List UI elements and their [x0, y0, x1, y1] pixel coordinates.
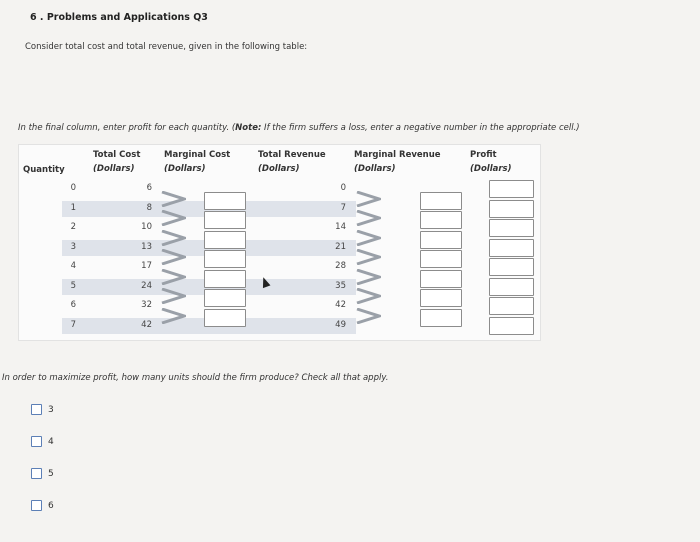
marginal-cost-input[interactable]: [204, 250, 246, 268]
option-label: 5: [48, 468, 54, 479]
total-revenue-cell: 28: [335, 261, 346, 271]
profit-input[interactable]: [489, 297, 534, 315]
header-total-revenue: [258, 148, 326, 176]
total-cost-cell: 17: [141, 261, 152, 271]
header-quantity: Quantity: [23, 165, 65, 175]
header-marginal-cost: [164, 148, 230, 176]
quantity-cell: 3: [70, 241, 76, 252]
header-total-revenue-label: Total Revenue: [258, 150, 326, 160]
option-4[interactable]: [31, 436, 54, 447]
page-title: 6 . Problems and Applications Q3: [30, 12, 208, 23]
marginal-cost-arrow-icon: [160, 249, 186, 265]
option-label: 4: [48, 436, 54, 447]
quantity-cell: 2: [70, 222, 76, 232]
marginal-revenue-input[interactable]: [420, 309, 462, 327]
marginal-cost-arrow-icon: [160, 230, 186, 246]
marginal-cost-input[interactable]: [204, 289, 246, 307]
total-cost-cell: 10: [141, 222, 152, 232]
checkbox-icon[interactable]: [31, 500, 42, 511]
marginal-revenue-input[interactable]: [420, 231, 462, 249]
marginal-cost-arrow-icon: [160, 308, 186, 324]
marginal-revenue-arrow-icon: [355, 191, 381, 207]
marginal-revenue-input[interactable]: [420, 289, 462, 307]
profit-input[interactable]: [489, 219, 534, 237]
marginal-cost-input[interactable]: [204, 270, 246, 288]
option-3[interactable]: [31, 404, 54, 415]
marginal-revenue-input[interactable]: [420, 192, 462, 210]
marginal-revenue-input[interactable]: [420, 211, 462, 229]
note-label: Note:: [235, 123, 262, 133]
total-revenue-cell: 49: [335, 319, 346, 330]
profit-input[interactable]: [489, 278, 534, 296]
question-text: [2, 373, 388, 383]
total-revenue-cell: 21: [335, 241, 346, 252]
option-5[interactable]: [31, 468, 54, 479]
profit-input[interactable]: [489, 200, 534, 218]
profit-input[interactable]: [489, 239, 534, 257]
marginal-revenue-arrow-icon: [355, 249, 381, 265]
option-6[interactable]: [31, 500, 54, 511]
total-revenue-cell: 7: [340, 202, 346, 213]
marginal-revenue-arrow-icon: [355, 288, 381, 304]
quantity-cell: 5: [70, 280, 76, 291]
total-revenue-cell: 42: [335, 300, 346, 310]
marginal-cost-arrow-icon: [160, 288, 186, 304]
header-profit-unit: (Dollars): [470, 164, 512, 174]
quantity-cell: 6: [70, 300, 76, 310]
total-revenue-cell: 0: [340, 183, 346, 193]
header-marginal-cost-label: Marginal Cost: [164, 150, 231, 160]
question-suffix: Check all that apply.: [301, 373, 389, 383]
quantity-cell: 7: [70, 319, 76, 330]
note-text: If the firm suffers a loss, enter a negative number in the appropriate cell.): [261, 123, 580, 133]
header-profit-label: Profit: [470, 150, 497, 160]
marginal-cost-arrow-icon: [160, 210, 186, 226]
marginal-revenue-arrow-icon: [355, 269, 381, 285]
profit-input[interactable]: [489, 258, 534, 276]
marginal-revenue-arrow-icon: [355, 210, 381, 226]
marginal-revenue-arrow-icon: [355, 308, 381, 324]
checkbox-icon[interactable]: [31, 404, 42, 415]
header-marginal-revenue-unit: (Dollars): [354, 164, 396, 174]
header-total-cost-label: Total Cost: [93, 150, 141, 160]
total-cost-cell: 6: [146, 183, 152, 193]
quantity-cell: 0: [70, 183, 76, 193]
total-revenue-cell: 35: [335, 280, 346, 291]
total-cost-cell: 8: [146, 202, 152, 213]
checkbox-icon[interactable]: [31, 436, 42, 447]
header-total-cost-unit: (Dollars): [93, 164, 135, 174]
instruction-lead: In the final column, enter profit for each quantity. (: [18, 123, 236, 133]
marginal-revenue-input[interactable]: [420, 250, 462, 268]
header-total-revenue-unit: (Dollars): [258, 164, 300, 174]
marginal-cost-input[interactable]: [204, 231, 246, 249]
profit-input[interactable]: [489, 180, 534, 198]
marginal-cost-arrow-icon: [160, 269, 186, 285]
header-marginal-cost-unit: (Dollars): [164, 164, 206, 174]
header-profit: [470, 148, 511, 176]
marginal-revenue-arrow-icon: [355, 230, 381, 246]
option-label: 3: [48, 404, 54, 415]
total-revenue-cell: 14: [335, 222, 346, 232]
total-cost-cell: 24: [141, 280, 152, 291]
marginal-cost-input[interactable]: [204, 309, 246, 327]
marginal-cost-input[interactable]: [204, 192, 246, 210]
question-main: In order to maximize profit, how many units should the firm produce?: [2, 373, 299, 383]
profit-input[interactable]: [489, 317, 534, 335]
marginal-cost-arrow-icon: [160, 191, 186, 207]
total-cost-cell: 32: [141, 300, 152, 310]
total-cost-cell: 13: [141, 241, 152, 252]
header-total-cost: [93, 148, 140, 176]
marginal-cost-input[interactable]: [204, 211, 246, 229]
header-marginal-revenue: [354, 148, 441, 176]
instruction-text: [18, 123, 580, 133]
quantity-cell: 4: [70, 261, 76, 271]
intro-text: Consider total cost and total revenue, given in the following table:: [25, 42, 308, 52]
option-label: 6: [48, 500, 54, 511]
total-cost-cell: 42: [141, 319, 152, 330]
header-marginal-revenue-label: Marginal Revenue: [354, 150, 441, 160]
quantity-cell: 1: [70, 202, 76, 213]
checkbox-icon[interactable]: [31, 468, 42, 479]
marginal-revenue-input[interactable]: [420, 270, 462, 288]
